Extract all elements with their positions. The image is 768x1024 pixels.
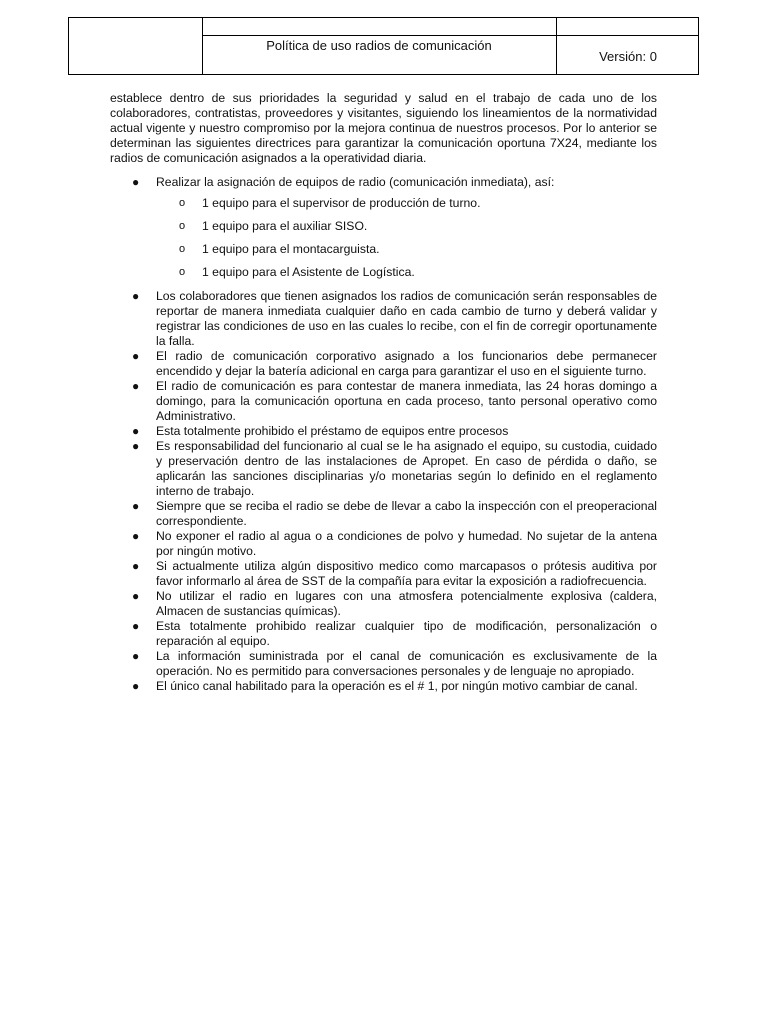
list-item [110, 289, 657, 349]
document-header-table [68, 17, 699, 75]
list-item [110, 439, 657, 499]
header-divider [556, 18, 557, 74]
bullet-icon: ● [132, 439, 140, 453]
bullet-icon: ● [132, 559, 140, 573]
list-item-text: Si actualmente utiliza algún dispositivo medico como marcapasos o prótesis auditiva por favor informarlo al área de SST de la compañía para evitar la exposición a radiofrecuencia. [156, 559, 657, 588]
list-item-text: La información suministrada por el canal de comunicación es exclusivamente de la operación. No es permitido para conversaciones personales y de lenguaje no apropiado. [156, 649, 657, 678]
bullet-icon: ● [132, 289, 140, 303]
list-item [110, 175, 657, 280]
list-item-text: Siempre que se reciba el radio se debe de llevar a cabo la inspección con el preoperacional correspondiente. [156, 499, 657, 528]
bullet-icon: ● [132, 175, 140, 189]
list-item-text: Esta totalmente prohibido realizar cualquier tipo de modificación, personalización o reparación al equipo. [156, 619, 657, 648]
document-body [110, 91, 657, 694]
document-version [556, 49, 700, 64]
bullet-icon: ● [132, 349, 140, 363]
bullet-icon: ● [132, 589, 140, 603]
list-item [110, 559, 657, 589]
intro-paragraph: establece dentro de sus prioridades la seguridad y salud en el trabajo de cada uno de los colaboradores, contratistas, proveedores y visitantes, siguiendo los lineamientos de la normatividad actual vigente y nuestro compromiso por la mejora continua de nuestros procesos. Por lo anterior se determinan las siguientes directrices para garantizar la comunicación oportuna 7X24, mediante los radios de comunicación asignados a la operatividad diaria. [110, 91, 657, 165]
list-item [110, 379, 657, 424]
list-item [110, 619, 657, 649]
bullet-icon: ● [132, 529, 140, 543]
bullet-icon: ● [132, 679, 140, 693]
list-item-text: No utilizar el radio en lugares con una atmosfera potencialmente explosiva (caldera, Almacen de sustancias químicas). [156, 589, 657, 618]
circle-bullet-icon: o [179, 243, 186, 255]
sub-list-item [156, 196, 657, 211]
list-item-text: Es responsabilidad del funcionario al cual se le ha asignado el equipo, su custodia, cuidado y preservación dentro de las instalaciones de Apropet. En caso de pérdida o daño, se aplicarán las sanciones disciplinarias y/o monetarias según lo definido en el reglamento interno de trabajo. [156, 439, 657, 498]
bullet-icon: ● [132, 379, 140, 393]
list-item [110, 679, 657, 694]
sub-list-item [156, 219, 657, 234]
list-item-text: Realizar la asignación de equipos de radio (comunicación inmediata), así: [156, 175, 555, 189]
list-item [110, 589, 657, 619]
list-item-text: El radio de comunicación corporativo asignado a los funcionarios debe permanecer encendido y dejar la batería adicional en carga para garantizar el uso en el siguiente turno. [156, 349, 657, 378]
circle-bullet-icon: o [179, 266, 186, 278]
sub-item-text: 1 equipo para el auxiliar SISO. [202, 219, 368, 233]
list-item [110, 424, 657, 439]
bullet-icon: ● [132, 424, 140, 438]
list-item [110, 499, 657, 529]
list-item-text: El radio de comunicación es para contestar de manera inmediata, las 24 horas domingo a domingo, para la comunicación oportuna en cada proceso, tanto personal operativo como Administrativo. [156, 379, 657, 423]
sub-item-text: 1 equipo para el Asistente de Logística. [202, 265, 415, 279]
sub-list-item [156, 242, 657, 257]
directives-list [110, 175, 657, 694]
bullet-icon: ● [132, 649, 140, 663]
version-label: Versión: [599, 49, 647, 64]
list-item-text: Los colaboradores que tienen asignados los radios de comunicación serán responsables de reportar de manera inmediata cualquier daño en cada cambio de turno y deberá validar y registrar las condiciones de uso en las cuales lo recibe, con el fin de corregir oportunamente la falla. [156, 289, 657, 348]
sub-item-text: 1 equipo para el montacarguista. [202, 242, 380, 256]
equipment-sublist [156, 196, 657, 280]
circle-bullet-icon: o [179, 220, 186, 232]
list-item [110, 649, 657, 679]
version-number: 0 [649, 49, 657, 64]
sub-list-item [156, 265, 657, 280]
document-title: Política de uso radios de comunicación [266, 38, 492, 53]
header-divider [202, 35, 698, 36]
list-item-text: No exponer el radio al agua o a condiciones de polvo y humedad. No sujetar de la antena por ningún motivo. [156, 529, 657, 558]
bullet-icon: ● [132, 499, 140, 513]
bullet-icon: ● [132, 619, 140, 633]
list-item [110, 529, 657, 559]
list-item-text: Esta totalmente prohibido el préstamo de equipos entre procesos [156, 424, 509, 438]
sub-item-text: 1 equipo para el supervisor de producción de turno. [202, 196, 481, 210]
list-item [110, 349, 657, 379]
list-item-text: El único canal habilitado para la operación es el # 1, por ningún motivo cambiar de canal. [156, 679, 638, 693]
circle-bullet-icon: o [179, 197, 186, 209]
